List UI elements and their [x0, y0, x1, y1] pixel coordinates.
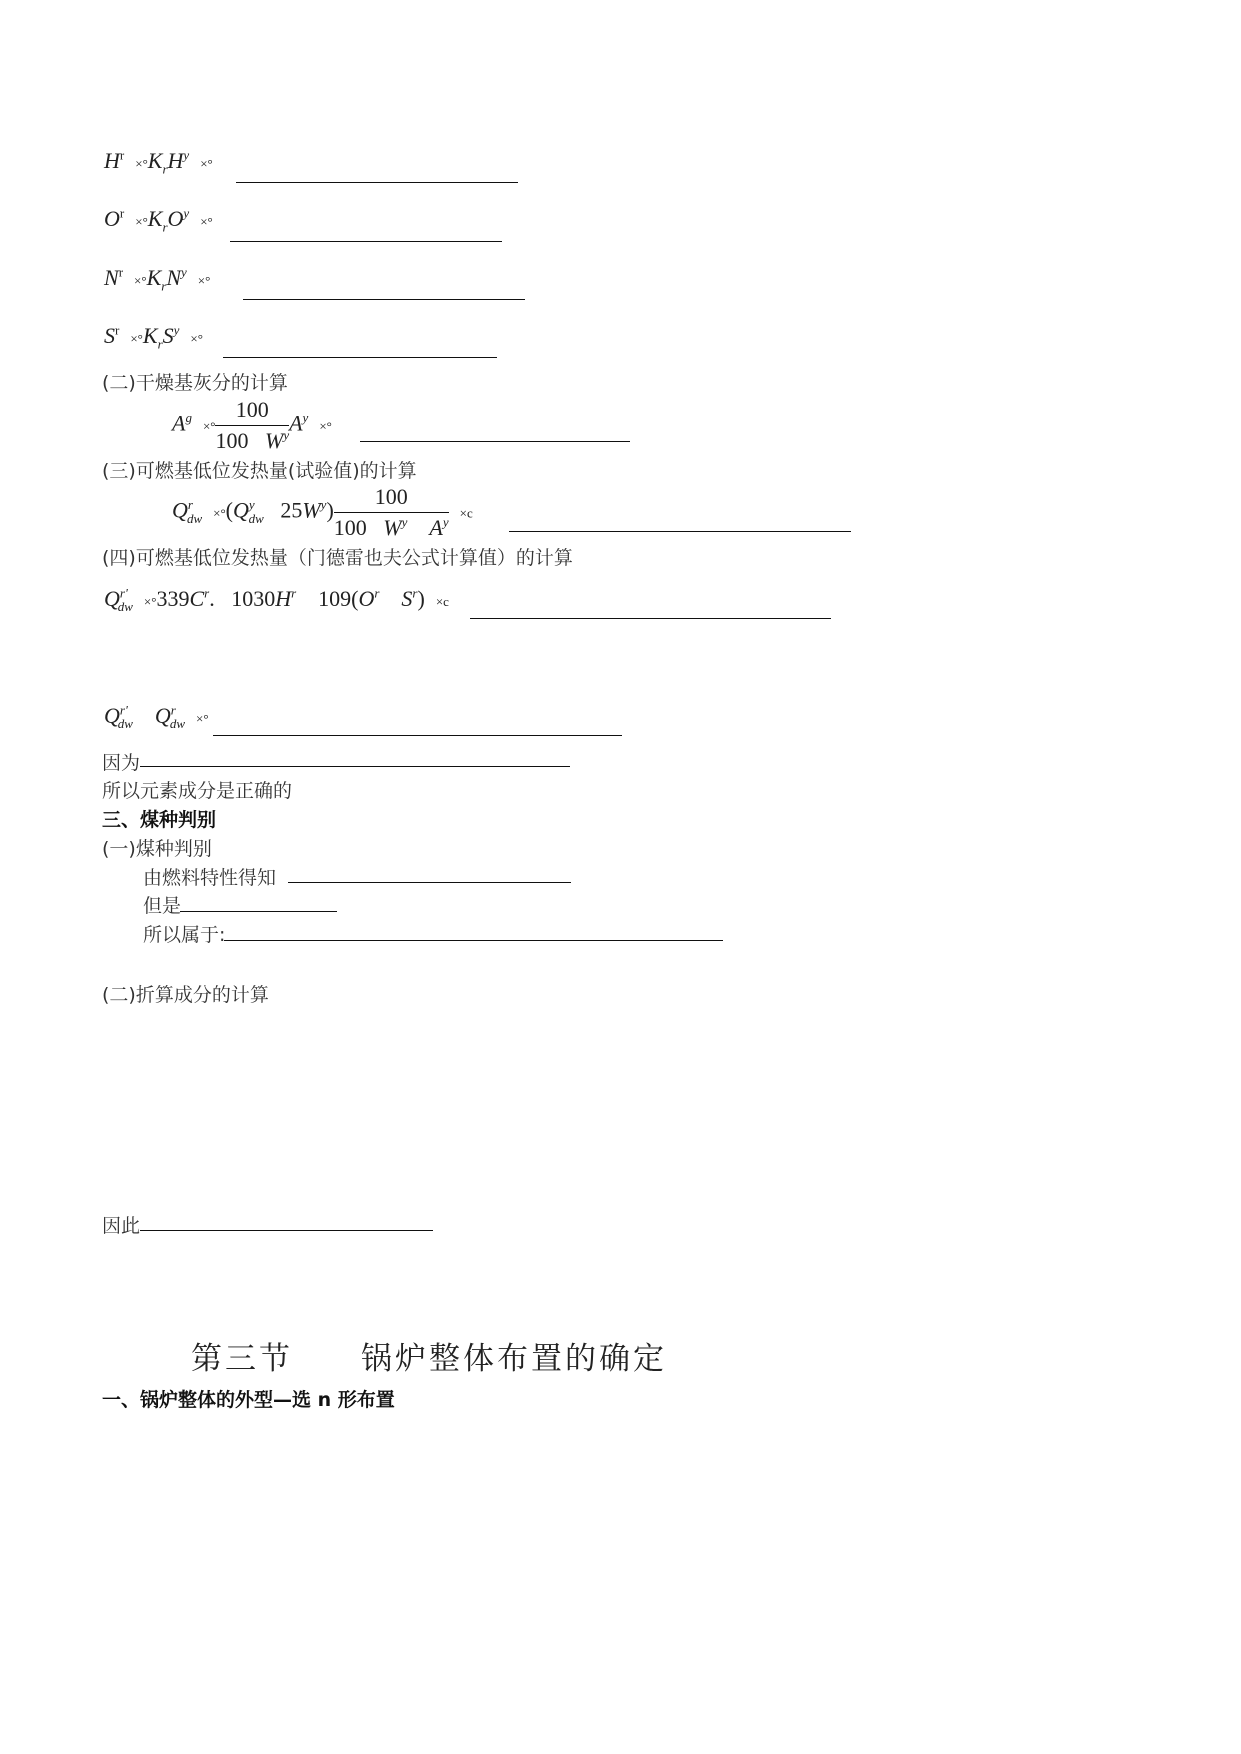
section-title: 第三节 锅炉整体布置的确定	[191, 1341, 667, 1377]
answer-blank-belongs-to[interactable]	[224, 940, 723, 941]
section-dry-ash-calc: (二)干燥基灰分的计算	[102, 372, 288, 394]
from-fuel-label: 由燃料特性得知	[143, 867, 277, 889]
formula-o-conversion: $O^r \times^\circ K_rO^y$ ×°	[104, 205, 213, 235]
conclusion-elements-correct: 所以元素成分是正确的	[102, 780, 293, 802]
answer-blank-h[interactable]	[236, 182, 518, 183]
answer-blank-fuel-property[interactable]	[288, 882, 571, 883]
answer-blank-heat-difference[interactable]	[213, 735, 622, 736]
but-label: 但是	[143, 895, 182, 917]
formula-s-conversion: $S^r \times^\circ K_rS^y$ ×°	[104, 322, 203, 352]
answer-blank-n[interactable]	[243, 299, 525, 300]
formula-heat-mendeleev: $Q^{r'}_{dw} \times^\circ 339C^r$. $1030H^r$ $109(O^r$ $S^r) \times c$	[104, 585, 449, 615]
answer-blank-hence[interactable]	[140, 1230, 433, 1231]
formula-heat-difference: $Q^{r'}_{dw}$ $Q^r_{dw}$ ×°	[104, 702, 209, 732]
answer-blank-ash[interactable]	[360, 441, 630, 442]
formula-heat-test: $Q^r_{dw} \times^\circ(Q^y_{dw}$ $25W^y$) $\frac{100}{100 W^y A^y}$ ×c	[172, 484, 473, 540]
subsection-coal-type: (一)煤种判别	[102, 838, 212, 860]
formula-n-conversion: $N^r \times^\circ K_rN^y$ ×°	[104, 264, 211, 294]
answer-blank-because[interactable]	[140, 766, 570, 767]
formula-ash: $A^g$ ×° $\frac{100}{100 W^y}$ $A^y$ ×°	[172, 397, 332, 453]
formula-h-conversion: $H^r \times^\circ K_rH^y$ ×°	[104, 147, 213, 177]
answer-blank-but[interactable]	[180, 911, 337, 912]
because-label: 因为	[102, 752, 141, 774]
answer-blank-o[interactable]	[230, 241, 502, 242]
heading-coal-type-identification: 三、煤种判别	[102, 809, 217, 831]
answer-blank-s[interactable]	[223, 357, 497, 358]
hence-label: 因此	[102, 1215, 141, 1237]
subsection-converted-composition: (二)折算成分的计算	[102, 984, 269, 1006]
belongs-to-label: 所以属于:	[143, 924, 226, 946]
section-heat-test-calc: (三)可燃基低位发热量(试验值)的计算	[102, 460, 417, 482]
section-heat-mendeleev-calc: (四)可燃基低位发热量（门德雷也夫公式计算值）的计算	[102, 547, 573, 569]
answer-blank-heat-test[interactable]	[509, 531, 851, 532]
answer-blank-heat-mendeleev[interactable]	[470, 618, 831, 619]
heading-boiler-layout: 一、锅炉整体的外型—选 n 形布置	[102, 1389, 395, 1411]
